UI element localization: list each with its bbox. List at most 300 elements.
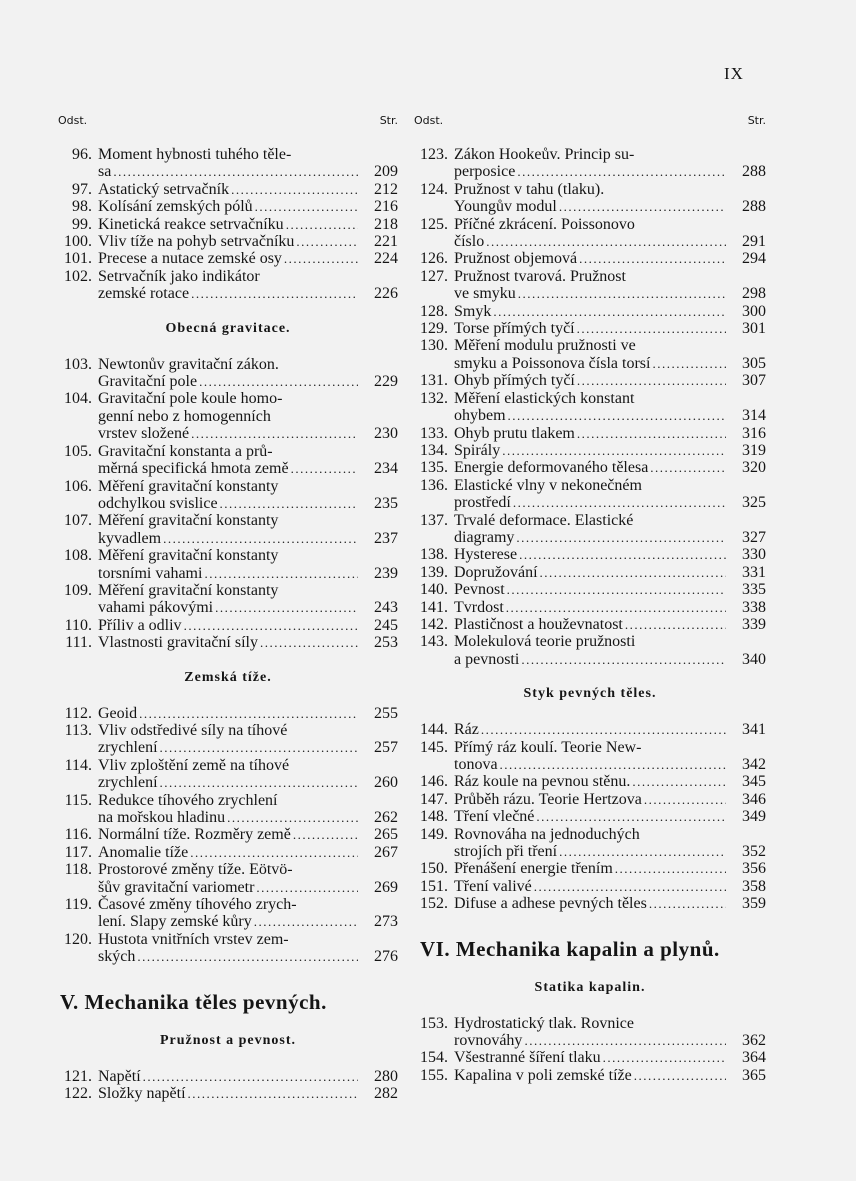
entry-page: 212 (374, 180, 398, 198)
entry-line (454, 1015, 766, 1032)
toc-entry (58, 198, 398, 215)
entry-page: 265 (374, 826, 398, 844)
entry-line (98, 408, 398, 425)
entry-line (454, 721, 766, 738)
entry-line (454, 599, 766, 616)
entry-title: Gravitační konstanta a prů- (98, 442, 273, 460)
entry-title: rovnováhy (454, 1032, 523, 1050)
toc-left-column (58, 114, 398, 1102)
entry-number: 139. (420, 563, 448, 581)
entry-line (98, 495, 398, 512)
entry-number: 127. (420, 267, 448, 285)
column-header (414, 114, 766, 132)
entry-line (98, 617, 398, 634)
entry-line (454, 1067, 766, 1084)
entry-title: na mořskou hladinu (98, 809, 226, 826)
dot-leader (577, 425, 726, 442)
entry-title: Vliv zploštění země na tíhové (98, 756, 290, 774)
toc-entry (414, 616, 766, 633)
entry-title: diagramy (454, 528, 515, 546)
dot-leader (139, 705, 358, 722)
dot-leader (113, 163, 358, 180)
toc-entry (58, 233, 398, 250)
dot-leader (536, 808, 726, 825)
entry-number: 118. (64, 861, 92, 879)
entry-page: 345 (742, 773, 766, 791)
entry-line (98, 634, 398, 651)
toc-entry (58, 1068, 398, 1085)
entry-number: 131. (420, 372, 448, 390)
toc-entry (414, 721, 766, 738)
entry-title: odchylkou svislice (98, 494, 218, 512)
dot-leader (506, 599, 726, 616)
dot-leader (160, 739, 358, 756)
dot-leader (143, 1068, 358, 1085)
entry-line (454, 616, 766, 633)
entry-line (98, 1085, 398, 1102)
entry-title: Gravitační pole koule homo- (98, 390, 283, 408)
entry-line (454, 546, 766, 563)
part-heading: VI. Mechanika kapalin a plynů. (420, 936, 720, 961)
entry-title: Prostorové změny tíže. Eötvö- (98, 861, 293, 879)
entry-number: 122. (64, 1085, 92, 1103)
column-header (58, 114, 398, 132)
entry-line (98, 896, 398, 913)
entry-line (98, 826, 398, 843)
toc-entry (58, 1085, 398, 1102)
entry-number: 140. (420, 581, 448, 599)
entry-line (454, 860, 766, 877)
entry-line (454, 233, 766, 250)
entry-page: 342 (742, 756, 766, 773)
entry-number: 96. (72, 146, 92, 163)
entry-page: 358 (742, 877, 766, 895)
dot-leader (188, 1085, 358, 1102)
entry-title: smyku a Poissonova čísla torsí (454, 354, 651, 372)
entry-title: Pružnost objemová (454, 250, 578, 268)
entry-title: Pevnost (454, 581, 505, 599)
toc-entry (58, 443, 398, 478)
entry-title: Složky napětí (98, 1085, 186, 1103)
dot-leader (517, 163, 726, 180)
entry-number: 104. (64, 390, 92, 408)
dot-leader (500, 756, 726, 773)
entry-line (454, 146, 766, 163)
entry-title: Měření elastických konstant (454, 389, 635, 407)
entry-number: 110. (64, 616, 92, 634)
entry-page: 243 (374, 599, 398, 617)
entry-title: Moment hybnosti tuhého těle- (98, 146, 292, 163)
entry-title: ohybem (454, 407, 506, 425)
entry-number: 124. (420, 180, 448, 198)
entry-title: prostředí (454, 494, 511, 512)
entry-number: 154. (420, 1049, 448, 1067)
entry-line (454, 372, 766, 389)
entry-title: Rovnováha na jednoduchých (454, 825, 640, 843)
entry-title: Smyk (454, 302, 492, 320)
toc-entry (58, 181, 398, 198)
entry-title: vrstev složené (98, 425, 190, 443)
entry-page: 257 (374, 739, 398, 757)
entry-line (454, 494, 766, 511)
entry-page: 234 (374, 460, 398, 478)
entry-number: 151. (420, 877, 448, 895)
entry-title: vahami pákovými (98, 599, 214, 617)
toc-entry (58, 634, 398, 651)
entry-title: Měření gravitační konstanty (98, 512, 279, 530)
entry-page: 338 (742, 598, 766, 616)
entry-line (98, 809, 398, 826)
entry-page: 319 (742, 441, 766, 459)
entry-page: 356 (742, 860, 766, 878)
entry-number: 115. (64, 791, 92, 809)
entry-number: 136. (420, 476, 448, 494)
entry-page: 314 (742, 407, 766, 425)
entry-line (454, 843, 766, 860)
entry-number: 152. (420, 895, 448, 913)
entry-line (98, 844, 398, 861)
dot-leader (521, 651, 726, 668)
entry-line (454, 581, 766, 598)
section-heading: Pružnost a pevnost. (159, 1032, 297, 1048)
dot-leader (519, 546, 726, 563)
entry-line (98, 861, 398, 878)
entry-number: 123. (420, 146, 448, 163)
entry-line (98, 913, 398, 930)
entry-line (98, 356, 398, 373)
entry-title: Zákon Hookeův. Princip su- (454, 146, 635, 163)
dot-leader (534, 878, 726, 895)
toc-entry (58, 931, 398, 966)
entry-number: 143. (420, 633, 448, 651)
entry-page: 260 (374, 774, 398, 792)
entry-page: 330 (742, 546, 766, 564)
entry-line (98, 879, 398, 896)
toc-entry (414, 739, 766, 774)
entry-title: Přímý ráz koulí. Teorie New- (454, 738, 642, 756)
dot-leader (508, 407, 726, 424)
entry-number: 144. (420, 721, 448, 739)
entry-number: 146. (420, 773, 448, 791)
toc-entry (58, 146, 398, 181)
entry-title: Hydrostatický tlak. Rovnice (454, 1014, 634, 1032)
entry-title: Normální tíže. Rozměry země (98, 826, 291, 844)
dot-leader (163, 530, 358, 547)
entry-line (98, 512, 398, 529)
dot-leader (652, 355, 726, 372)
entry-page: 339 (742, 615, 766, 633)
entry-number: 155. (420, 1066, 448, 1084)
entry-page: 320 (742, 459, 766, 477)
entry-title: Elastické vlny v nekonečném (454, 476, 642, 494)
dot-leader (199, 373, 358, 390)
entry-page: 282 (374, 1085, 398, 1103)
dot-leader (291, 460, 358, 477)
entry-title: Příliv a odliv (98, 616, 182, 634)
dot-leader (513, 494, 726, 511)
entry-title: Přenášení energie třením (454, 860, 613, 878)
entry-number: 126. (420, 250, 448, 268)
entry-title: ve smyku (454, 285, 516, 303)
toc-entry (58, 478, 398, 513)
entry-line (98, 233, 398, 250)
entry-page: 255 (374, 704, 398, 722)
entry-title: Měření gravitační konstanty (98, 581, 279, 599)
entry-line (98, 705, 398, 722)
dot-leader (615, 860, 726, 877)
entry-line (454, 425, 766, 442)
entry-page: 327 (742, 528, 766, 546)
entry-line (454, 564, 766, 581)
toc-entry (58, 792, 398, 827)
entry-title: torsními vahami (98, 564, 203, 582)
entry-page: 218 (374, 215, 398, 233)
entry-title: lení. Slapy zemské kůry (98, 913, 252, 931)
toc-entry (414, 773, 766, 790)
entry-page: 267 (374, 843, 398, 861)
entry-page: 307 (742, 372, 766, 390)
dot-leader (524, 1032, 726, 1049)
entry-line (98, 163, 398, 180)
entry-line (454, 390, 766, 407)
dot-leader (254, 913, 358, 930)
entry-number: 141. (420, 598, 448, 616)
entry-line (98, 198, 398, 215)
entry-title: Anomalie tíže (98, 843, 189, 861)
entry-number: 102. (64, 267, 92, 285)
entry-title: Vliv odstředivé síly na tíhové (98, 721, 288, 739)
entry-number: 153. (420, 1014, 448, 1032)
toc-entry (414, 564, 766, 581)
entry-number: 135. (420, 459, 448, 477)
dot-leader (625, 616, 726, 633)
toc-entry (58, 356, 398, 391)
entry-page: 245 (374, 616, 398, 634)
entry-title: Časové změny tíhového zrych- (98, 896, 297, 914)
section-heading: Statika kapalin. (534, 979, 646, 995)
entry-line (454, 512, 766, 529)
entry-number: 114. (64, 756, 92, 774)
entry-line (454, 268, 766, 285)
entry-title: Průběh rázu. Teorie Hertzova (454, 790, 642, 808)
entry-title: šův gravitační variometr (98, 878, 255, 896)
entry-page: 316 (742, 424, 766, 442)
entry-title: ských (98, 948, 136, 966)
entry-number: 125. (420, 215, 448, 233)
dot-leader (518, 285, 726, 302)
entry-page: 359 (742, 895, 766, 913)
toc-entry (58, 268, 398, 303)
toc-list (58, 146, 398, 1102)
entry-page: 216 (374, 198, 398, 216)
dot-leader (559, 198, 726, 215)
entry-number: 121. (64, 1067, 92, 1085)
entry-line (454, 895, 766, 912)
entry-line (98, 931, 398, 948)
toc-entry (414, 303, 766, 320)
toc-entry (414, 146, 766, 181)
dot-leader (632, 773, 726, 790)
toc-entry (414, 425, 766, 442)
entry-page: 226 (374, 285, 398, 303)
entry-number: 132. (420, 389, 448, 407)
entry-line (98, 530, 398, 547)
toc-entry (58, 896, 398, 931)
dot-leader (540, 564, 726, 581)
dot-leader (493, 303, 726, 320)
entry-title: Hustota vnitřních vrstev zem- (98, 930, 289, 948)
entry-title: Kapalina v poli zemské tíže (454, 1066, 632, 1084)
dot-leader (502, 442, 726, 459)
entry-title: Všestranné šíření tlaku (454, 1049, 601, 1067)
entry-number: 98. (72, 198, 92, 216)
toc-entry (58, 216, 398, 233)
dot-leader (215, 599, 358, 616)
entry-number: 148. (420, 808, 448, 826)
entry-page: 305 (742, 354, 766, 372)
entry-line (98, 216, 398, 233)
entry-title: genní nebo z homogenních (98, 407, 271, 425)
entry-title: Kolísání zemských pólů (98, 198, 253, 216)
toc-entry (58, 722, 398, 757)
entry-page: 340 (742, 650, 766, 668)
entry-line (454, 477, 766, 494)
entry-number: 150. (420, 860, 448, 878)
toc-entry (414, 826, 766, 861)
entry-title: Difuse a adhese pevných těles (454, 895, 647, 913)
toc-entry (414, 337, 766, 372)
page-label: Str. (379, 114, 398, 127)
entry-title: Napětí (98, 1067, 141, 1085)
entry-page: 364 (742, 1049, 766, 1067)
entry-number: 109. (64, 581, 92, 599)
entry-title: Kinetická reakce setrvačníku (98, 215, 284, 233)
entry-line (98, 722, 398, 739)
entry-title: Torse přímých tyčí (454, 320, 575, 338)
dot-leader (579, 250, 726, 267)
entry-page: 229 (374, 373, 398, 391)
entry-line (454, 651, 766, 668)
toc-entry (414, 477, 766, 512)
entry-title: Precese a nutace zemské osy (98, 250, 282, 268)
toc-entry (414, 1049, 766, 1066)
entry-line (98, 547, 398, 564)
entry-line (454, 285, 766, 302)
dot-leader (634, 1067, 726, 1084)
entry-line (454, 163, 766, 180)
entry-line (98, 460, 398, 477)
entry-title: Ráz koule na pevnou stěnu. (454, 773, 631, 791)
entry-line (454, 1032, 766, 1049)
entry-line (98, 181, 398, 198)
entry-title: Astatický setrvačník (98, 180, 230, 198)
toc-entry (414, 250, 766, 267)
entry-line (98, 948, 398, 965)
entry-line (98, 268, 398, 285)
entry-line (454, 808, 766, 825)
entry-number: 120. (64, 930, 92, 948)
dot-leader (486, 233, 726, 250)
dot-leader (160, 774, 358, 791)
entry-line (454, 739, 766, 756)
entry-page: 349 (742, 808, 766, 826)
entry-page: 221 (374, 233, 398, 251)
toc-entry (58, 390, 398, 442)
entry-title: číslo (454, 233, 485, 251)
entry-page: 209 (374, 163, 398, 181)
toc-entry (414, 372, 766, 389)
dot-leader (191, 425, 358, 442)
dot-leader (255, 198, 358, 215)
entry-number: 117. (64, 843, 92, 861)
section-label: Odst. (58, 114, 88, 127)
toc-list (414, 146, 766, 1084)
dot-leader (256, 879, 358, 896)
entry-title: Energie deformovaného tělesa (454, 459, 649, 477)
entry-title: Ráz (454, 721, 479, 739)
entry-line (454, 355, 766, 372)
toc-entry (414, 442, 766, 459)
toc-entry (414, 1015, 766, 1050)
entry-title: Pružnost tvarová. Pružnost (454, 267, 626, 285)
entry-number: 100. (64, 233, 92, 251)
entry-title: Hysterese (454, 546, 518, 564)
entry-line (98, 250, 398, 267)
dot-leader (227, 809, 358, 826)
entry-line (454, 303, 766, 320)
dot-leader (650, 459, 726, 476)
entry-line (454, 791, 766, 808)
entry-line (98, 146, 398, 163)
entry-number: 116. (64, 826, 92, 844)
entry-line (98, 373, 398, 390)
toc-entry (414, 459, 766, 476)
entry-line (98, 582, 398, 599)
entry-number: 133. (420, 424, 448, 442)
entry-title: Molekulová teorie pružnosti (454, 633, 636, 651)
entry-title: Dopružování (454, 563, 538, 581)
entry-page: 335 (742, 581, 766, 599)
entry-page: 280 (374, 1067, 398, 1085)
entry-page: 294 (742, 250, 766, 268)
entry-page: 346 (742, 790, 766, 808)
entry-line (454, 878, 766, 895)
entry-title: Tvrdost (454, 598, 504, 616)
entry-title: Newtonův gravitační zákon. (98, 355, 279, 373)
entry-number: 99. (72, 215, 92, 233)
entry-number: 142. (420, 615, 448, 633)
toc-entry (414, 791, 766, 808)
toc-entry (58, 861, 398, 896)
entry-line (98, 285, 398, 302)
entry-page: 331 (742, 563, 766, 581)
dot-leader (559, 843, 726, 860)
entry-page: 301 (742, 320, 766, 338)
entry-page: 325 (742, 494, 766, 512)
entry-page: 288 (742, 163, 766, 181)
entry-line (454, 633, 766, 650)
toc-entry (414, 581, 766, 598)
dot-leader (293, 826, 358, 843)
entry-title: Youngův modul (454, 198, 557, 216)
entry-page: 288 (742, 198, 766, 216)
dot-leader (481, 721, 726, 738)
entry-page: 253 (374, 634, 398, 652)
entry-number: 137. (420, 511, 448, 529)
entry-page: 291 (742, 233, 766, 251)
section-heading: Zemská tíže. (184, 669, 272, 685)
toc-entry (414, 216, 766, 251)
